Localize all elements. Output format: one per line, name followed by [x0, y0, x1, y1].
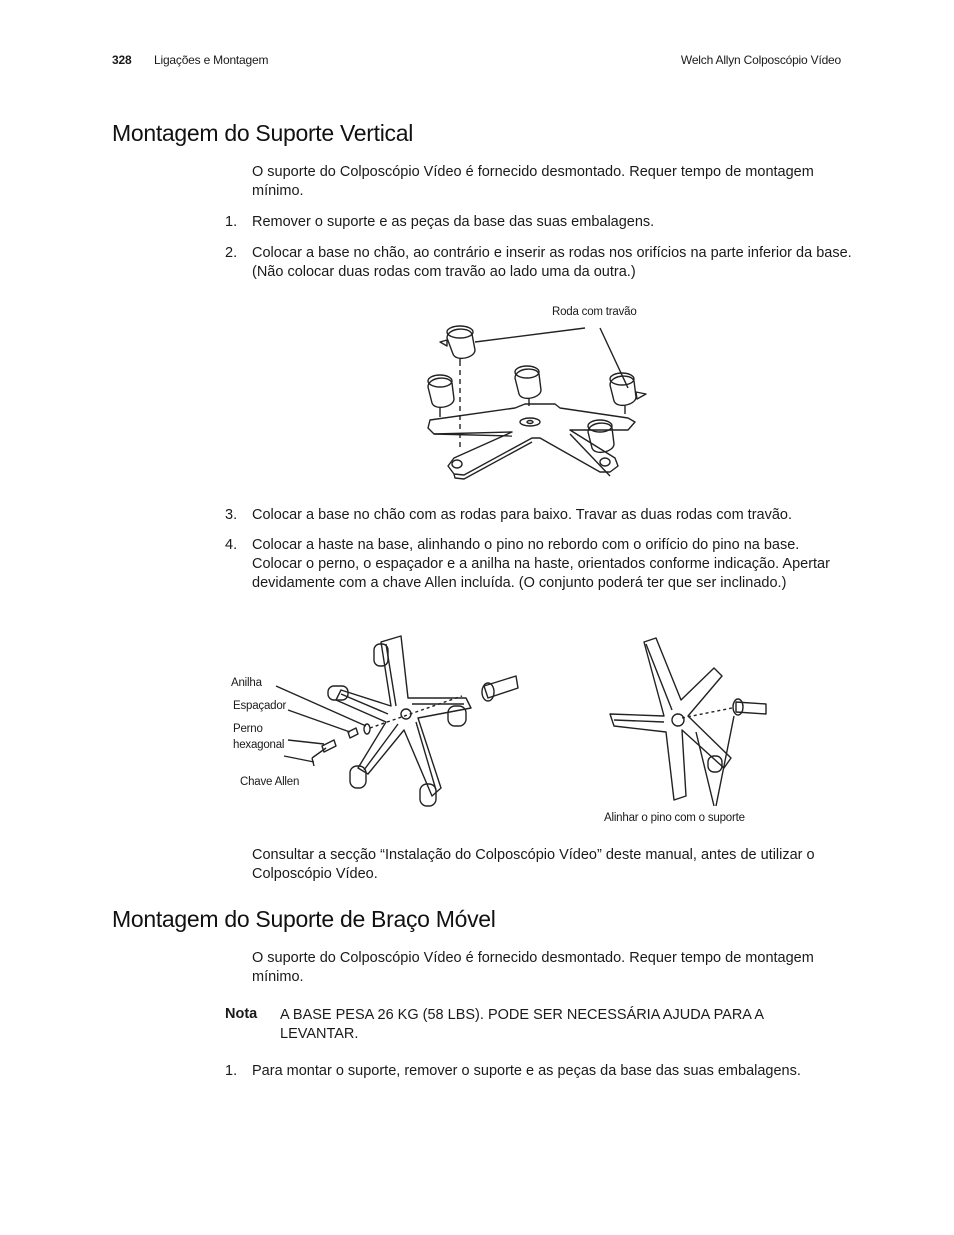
label-locking-wheel: Roda com travão [552, 306, 637, 318]
step-text: Colocar a haste na base, alinhando o pino no rebordo com o orifício do pino na base. Colocar o perno, o espaçador e a anilha na haste, orientados conforme indicação. Apertar devidamente com a chave Allen incluída. (O conjunto poderá ter que ser inclinado.) [252, 537, 830, 591]
section-header: Ligações e Montagem [154, 53, 269, 67]
label-spacer: Espaçador [233, 700, 287, 712]
step-text: Colocar a base no chão com as rodas para baixo. Travar as duas rodas com travão. [252, 507, 793, 523]
label-hex-bolt-line1: Perno [233, 723, 263, 735]
step-number: 1. [225, 1063, 238, 1079]
base-wheels-illustration [420, 300, 660, 490]
step-text: Para montar o suporte, remover o suporte e as peças da base das suas embalagens. [252, 1063, 801, 1079]
section1-closing-note: Consultar a secção “Instalação do Colposcópio Vídeo” deste manual, antes de utilizar o Colposcópio Vídeo. [252, 847, 815, 882]
section-title-mobile-arm-stand: Montagem do Suporte de Braço Móvel [112, 906, 496, 932]
label-align-pin: Alinhar o pino com o suporte [604, 812, 745, 824]
section2-intro: O suporte do Colposcópio Vídeo é fornecido desmontado. Requer tempo de montagem mínimo. [252, 950, 814, 985]
step-number: 4. [225, 537, 238, 553]
step-number: 1. [225, 214, 238, 230]
section1-intro: O suporte do Colposcópio Vídeo é fornecido desmontado. Requer tempo de montagem mínimo. [252, 164, 814, 199]
step-number: 2. [225, 245, 238, 261]
document-title: Welch Allyn Colposcópio Vídeo [680, 53, 841, 67]
step-text: Colocar a base no chão, ao contrário e inserir as rodas nos orifícios na parte inferior da base. (Não colocar duas rodas com travão ao lado uma da outra.) [252, 245, 852, 280]
label-washer: Anilha [231, 677, 262, 689]
stem-assembly-illustration [226, 628, 786, 833]
page-number: 328 [112, 53, 132, 67]
step-text: Remover o suporte e as peças da base das suas embalagens. [252, 214, 655, 230]
note-text: A BASE PESA 26 KG (58 LBS). PODE SER NECESSÁRIA AJUDA PARA A LEVANTAR. [280, 1007, 764, 1042]
step-number: 3. [225, 507, 238, 523]
label-allen-key: Chave Allen [240, 776, 300, 788]
section-title-vertical-stand: Montagem do Suporte Vertical [112, 120, 413, 146]
note-label: Nota [225, 1006, 258, 1022]
figure-base-with-wheels [420, 300, 660, 490]
figure-stem-assembly [226, 628, 786, 833]
label-hex-bolt-line2: hexagonal [233, 739, 285, 751]
